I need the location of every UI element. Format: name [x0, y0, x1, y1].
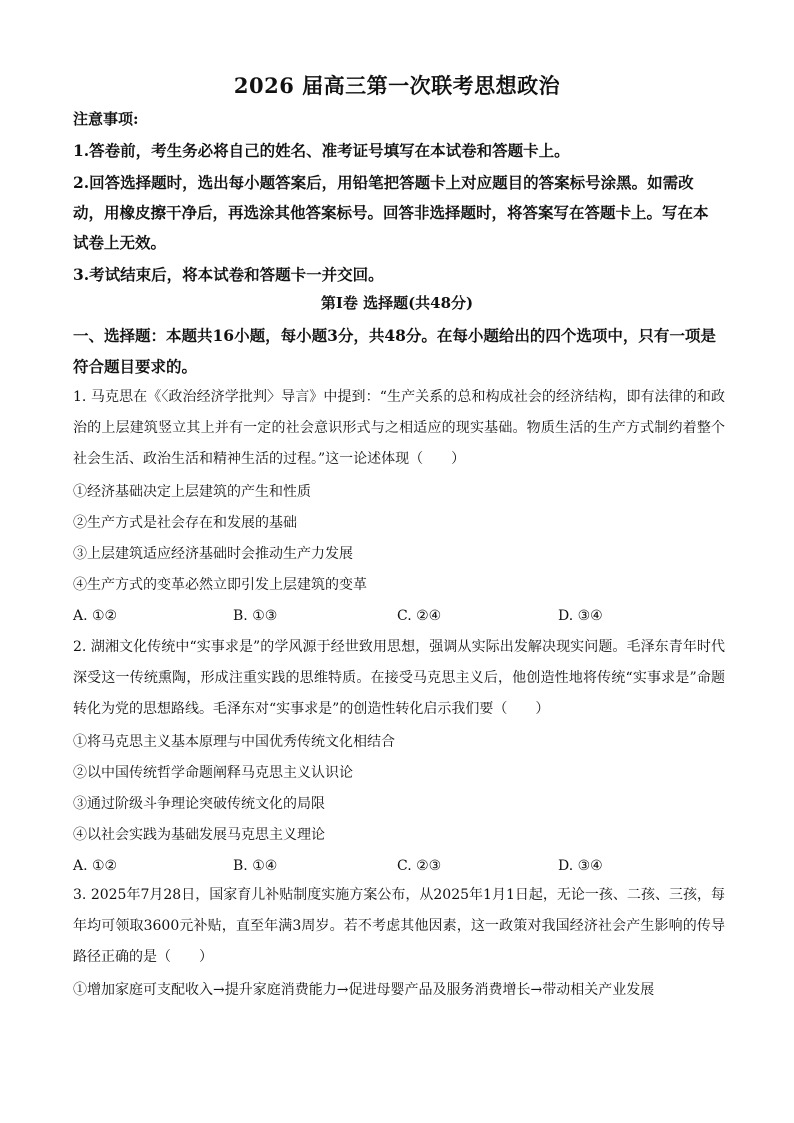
question-1-stem: 1. 马克思在《〈政治经济学批判〉导言》中提到：“生产关系的总和构成社会的经济结构，即有法律的和政治的上层建筑竖立其上并有一定的社会意识形式与之相适应的现实基础。物质生活的生产方式制约着整个社会生活、政治生活和精神生活的过程。”这一论述体现（ ） — [73, 389, 725, 467]
question-3-option-1: ①增加家庭可支配收入→提升家庭消费能力→促进母婴产品及服务消费增长→带动相关产业发展 — [73, 982, 655, 998]
section-instruction: 一、选择题：本题共16小题，每小题3分，共48分。在每小题给出的四个选项中，只有一项是符合题目要求的。 — [73, 326, 716, 376]
question-2-option-2: ②以中国传统哲学命题阐释马克思主义认识论 — [73, 765, 353, 781]
question-1-choice-d: D. ③④ — [558, 608, 603, 624]
question-1-option-4: ④生产方式的变革必然立即引发上层建筑的变革 — [73, 577, 367, 593]
question-2-option-3: ③通过阶级斗争理论突破传统文化的局限 — [73, 796, 325, 812]
section-title: 第Ⅰ卷 选择题(共48分) — [320, 294, 474, 312]
question-1-choice-a: A. ①② — [73, 608, 118, 624]
question-2-choice-b: B. ①④ — [233, 858, 278, 874]
question-2-stem: 2. 湖湘文化传统中“实事求是”的学风源于经世致用思想，强调从实际出发解决现实问题。毛泽东青年时代深受这一传统熏陶，形成注重实践的思维特质。在接受马克思主义后，他创造性地将传统“实事求是”命题转化为党的思想路线。毛泽东对“实事求是”的创造性转化启示我们要（ ） — [73, 639, 725, 717]
notice-heading: 注意事项: — [73, 110, 139, 128]
question-2-choice-d: D. ③④ — [558, 858, 603, 874]
question-1-option-1: ①经济基础决定上层建筑的产生和性质 — [73, 484, 311, 500]
question-1-choice-c: C. ②④ — [397, 608, 442, 624]
page-title: 2026 届高三第一次联考思想政治 — [233, 73, 561, 98]
notice-item-3: 3.考试结束后，将本试卷和答题卡一并交回。 — [73, 265, 384, 284]
question-2-option-4: ④以社会实践为基础发展马克思主义理论 — [73, 827, 325, 843]
question-3-stem: 3. 2025年7月28日，国家育儿补贴制度实施方案公布，从2025年1月1日起，无论一孩、二孩、三孩，每年均可领取3600元补贴，直至年满3周岁。若不考虑其他因素，这一政策对我国经济社会产生影响的传导路径正确的是（ ） — [73, 887, 725, 965]
question-2-choice-a: A. ①② — [73, 858, 118, 874]
notice-item-2: 2.回答选择题时，选出每小题答案后，用铅笔把答题卡上对应题目的答案标号涂黑。如需改动，用橡皮擦干净后，再选涂其他答案标号。回答非选择题时，将答案写在答题卡上。写在本试卷上无效。 — [73, 173, 709, 252]
question-1-choice-b: B. ①③ — [233, 608, 278, 624]
notice-item-1: 1.答卷前，考生务必将自己的姓名、准考证号填写在本试卷和答题卡上。 — [73, 141, 570, 160]
question-1-option-3: ③上层建筑适应经济基础时会推动生产力发展 — [73, 546, 353, 562]
question-2-option-1: ①将马克思主义基本原理与中国优秀传统文化相结合 — [73, 734, 395, 750]
question-1-option-2: ②生产方式是社会存在和发展的基础 — [73, 515, 297, 531]
question-2-choice-c: C. ②③ — [397, 858, 442, 874]
